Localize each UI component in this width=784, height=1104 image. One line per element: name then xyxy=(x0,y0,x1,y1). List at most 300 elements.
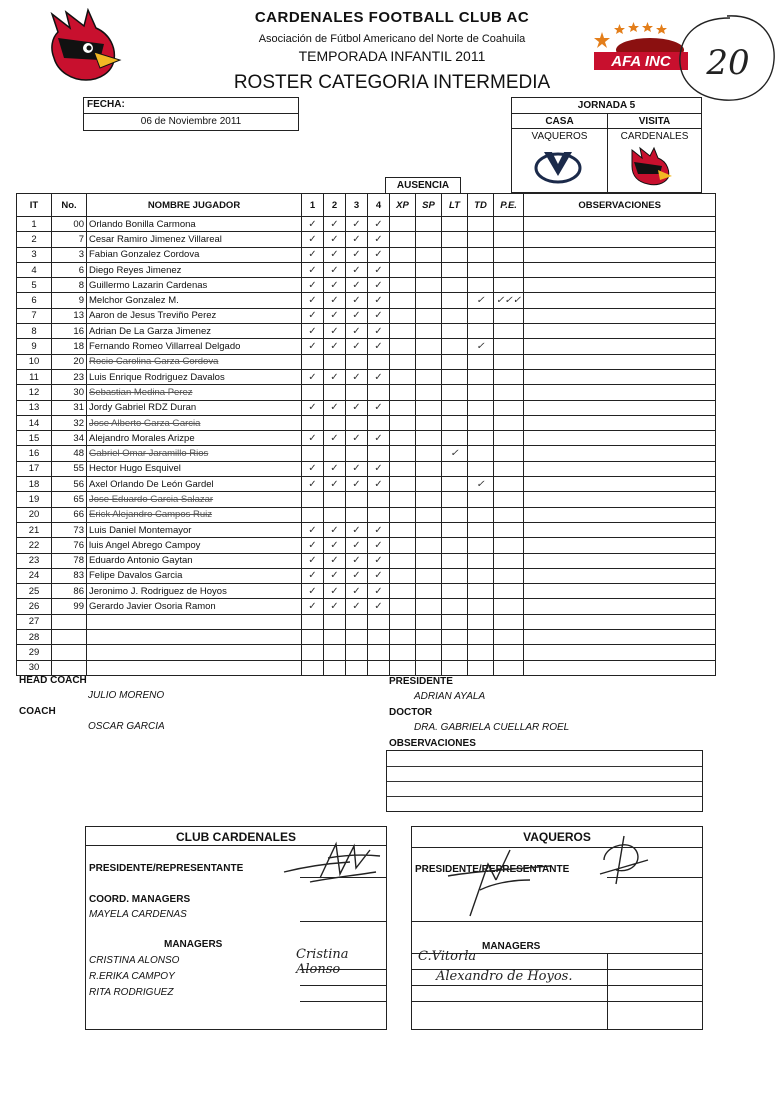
row-number: 22 xyxy=(17,538,52,553)
lt-cell xyxy=(442,477,468,492)
sp-cell xyxy=(416,385,442,400)
quarter-2-check: ✓ xyxy=(324,232,346,247)
jersey-number: 9 xyxy=(52,293,87,308)
quarter-1-check: ✓ xyxy=(302,538,324,553)
head-coach-name: JULIO MORENO xyxy=(88,690,165,701)
xp-cell xyxy=(390,293,416,308)
presidente-name: ADRIAN AYALA xyxy=(414,691,486,702)
player-name: Jordy Gabriel RDZ Duran xyxy=(87,400,302,415)
td-cell xyxy=(468,630,494,645)
quarter-1-check: ✓ xyxy=(302,461,324,476)
lt-cell xyxy=(442,507,468,522)
jersey-number: 8 xyxy=(52,278,87,293)
td-cell xyxy=(468,217,494,232)
pe-cell xyxy=(494,385,524,400)
td-cell xyxy=(468,660,494,675)
row-number: 13 xyxy=(17,400,52,415)
jersey-number: 65 xyxy=(52,492,87,507)
column-header-q1: 1 xyxy=(302,194,324,217)
quarter-3-check xyxy=(346,645,368,660)
observaciones-box xyxy=(386,750,703,812)
afa-logo-text: AFA INC xyxy=(611,53,671,70)
observaciones-cell xyxy=(524,308,716,323)
observaciones-cell xyxy=(524,369,716,384)
quarter-3-check: ✓ xyxy=(346,400,368,415)
vaqueros-manager-signature-1: C.Vitorla xyxy=(418,949,477,964)
player-name: Orlando Bonilla Carmona xyxy=(87,217,302,232)
table-row xyxy=(17,431,716,446)
pe-cell xyxy=(494,400,524,415)
sp-cell xyxy=(416,262,442,277)
sp-cell xyxy=(416,477,442,492)
sp-cell xyxy=(416,232,442,247)
td-cell xyxy=(468,522,494,537)
quarter-3-check xyxy=(346,385,368,400)
td-cell xyxy=(468,461,494,476)
sp-cell xyxy=(416,492,442,507)
quarter-4-check xyxy=(368,660,390,675)
quarter-3-check: ✓ xyxy=(346,217,368,232)
quarter-4-check: ✓ xyxy=(368,538,390,553)
jersey-number xyxy=(52,614,87,629)
quarter-2-check: ✓ xyxy=(324,293,346,308)
jersey-number: 78 xyxy=(52,553,87,568)
casa-team: VAQUEROS xyxy=(531,131,588,142)
player-name: Jose Eduardo Garcia Salazar xyxy=(87,492,302,507)
observaciones-label: OBSERVACIONES xyxy=(389,738,476,749)
sp-cell xyxy=(416,461,442,476)
player-name: Rocio Carolina Garza Cordova xyxy=(87,354,302,369)
coord-managers-name: MAYELA CARDENAS xyxy=(89,909,187,920)
quarter-3-check: ✓ xyxy=(346,278,368,293)
row-number: 23 xyxy=(17,553,52,568)
td-cell xyxy=(468,645,494,660)
td-cell xyxy=(468,507,494,522)
observaciones-cell xyxy=(524,538,716,553)
vaqueros-secondary-signature xyxy=(594,830,654,888)
sp-cell xyxy=(416,354,442,369)
row-number: 6 xyxy=(17,293,52,308)
pe-cell xyxy=(494,645,524,660)
sp-cell xyxy=(416,599,442,614)
fecha-box xyxy=(83,97,299,131)
cardenales-president-signature xyxy=(280,838,390,886)
row-number: 24 xyxy=(17,568,52,583)
observaciones-cell xyxy=(524,262,716,277)
quarter-3-check xyxy=(346,507,368,522)
quarter-4-check: ✓ xyxy=(368,278,390,293)
quarter-2-check: ✓ xyxy=(324,324,346,339)
lt-cell xyxy=(442,568,468,583)
td-cell xyxy=(468,431,494,446)
casa-label: CASA xyxy=(545,116,574,127)
jersey-number: 86 xyxy=(52,584,87,599)
lt-cell xyxy=(442,354,468,369)
quarter-1-check xyxy=(302,614,324,629)
observaciones-cell xyxy=(524,446,716,461)
roster-table xyxy=(16,193,716,676)
quarter-1-check: ✓ xyxy=(302,599,324,614)
observaciones-cell xyxy=(524,293,716,308)
roster-title: ROSTER CATEGORIA INTERMEDIA xyxy=(233,72,551,93)
quarter-2-check xyxy=(324,660,346,675)
lt-cell xyxy=(442,217,468,232)
quarter-4-check xyxy=(368,630,390,645)
xp-cell xyxy=(390,507,416,522)
sp-cell xyxy=(416,553,442,568)
lt-cell xyxy=(442,553,468,568)
quarter-4-check xyxy=(368,415,390,430)
jersey-number: 7 xyxy=(52,232,87,247)
lt-cell xyxy=(442,522,468,537)
player-name xyxy=(87,660,302,675)
jersey-number: 34 xyxy=(52,431,87,446)
lt-cell xyxy=(442,538,468,553)
quarter-1-check: ✓ xyxy=(302,339,324,354)
xp-cell xyxy=(390,645,416,660)
quarter-2-check: ✓ xyxy=(324,553,346,568)
row-number: 17 xyxy=(17,461,52,476)
row-number: 16 xyxy=(17,446,52,461)
quarter-4-check: ✓ xyxy=(368,553,390,568)
pe-cell xyxy=(494,369,524,384)
sp-cell xyxy=(416,415,442,430)
club-title: CARDENALES FOOTBALL CLUB AC xyxy=(254,9,530,26)
quarter-2-check: ✓ xyxy=(324,461,346,476)
table-row xyxy=(17,247,716,262)
column-header-lt: LT xyxy=(442,194,468,217)
row-number: 26 xyxy=(17,599,52,614)
quarter-2-check: ✓ xyxy=(324,538,346,553)
pe-cell xyxy=(494,354,524,369)
jersey-number xyxy=(52,630,87,645)
quarter-2-check: ✓ xyxy=(324,584,346,599)
observaciones-cell xyxy=(524,614,716,629)
lt-cell xyxy=(442,584,468,599)
td-cell xyxy=(468,599,494,614)
jersey-number: 99 xyxy=(52,599,87,614)
player-name: Gerardo Javier Osoria Ramon xyxy=(87,599,302,614)
xp-cell xyxy=(390,630,416,645)
row-number: 18 xyxy=(17,477,52,492)
quarter-1-check: ✓ xyxy=(302,293,324,308)
pe-cell xyxy=(494,630,524,645)
xp-cell xyxy=(390,385,416,400)
observaciones-cell xyxy=(524,354,716,369)
jersey-number: 16 xyxy=(52,324,87,339)
quarter-4-check: ✓ xyxy=(368,400,390,415)
table-row xyxy=(17,645,716,660)
vaqueros-managers-label: MANAGERS xyxy=(482,941,541,952)
player-name: Aaron de Jesus Treviño Perez xyxy=(87,308,302,323)
xp-cell xyxy=(390,339,416,354)
table-row xyxy=(17,630,716,645)
lt-cell xyxy=(442,278,468,293)
quarter-3-check: ✓ xyxy=(346,553,368,568)
sp-cell xyxy=(416,507,442,522)
table-row xyxy=(17,324,716,339)
quarter-4-check: ✓ xyxy=(368,324,390,339)
jersey-number: 30 xyxy=(52,385,87,400)
xp-cell xyxy=(390,461,416,476)
row-number: 27 xyxy=(17,614,52,629)
ausencia-header xyxy=(385,177,461,194)
row-number: 9 xyxy=(17,339,52,354)
player-name: Axel Orlando De León Gardel xyxy=(87,477,302,492)
quarter-3-check: ✓ xyxy=(346,599,368,614)
table-row xyxy=(17,660,716,675)
cardenales-manager-3: RITA RODRIGUEZ xyxy=(89,987,174,998)
coord-managers-label: COORD. MANAGERS xyxy=(89,894,191,905)
row-number: 21 xyxy=(17,522,52,537)
quarter-4-check: ✓ xyxy=(368,431,390,446)
jersey-number: 13 xyxy=(52,308,87,323)
jersey-number: 55 xyxy=(52,461,87,476)
row-number: 12 xyxy=(17,385,52,400)
observaciones-cell xyxy=(524,645,716,660)
table-row xyxy=(17,477,716,492)
observaciones-cell xyxy=(524,415,716,430)
table-row xyxy=(17,492,716,507)
quarter-2-check: ✓ xyxy=(324,369,346,384)
xp-cell xyxy=(390,660,416,675)
head-coach-label: HEAD COACH xyxy=(19,675,87,686)
table-row xyxy=(17,568,716,583)
quarter-4-check xyxy=(368,645,390,660)
td-cell xyxy=(468,385,494,400)
pe-cell xyxy=(494,599,524,614)
sp-cell xyxy=(416,324,442,339)
xp-cell xyxy=(390,278,416,293)
pe-cell xyxy=(494,278,524,293)
xp-cell xyxy=(390,247,416,262)
player-name: Eduardo Antonio Gaytan xyxy=(87,553,302,568)
row-number: 30 xyxy=(17,660,52,675)
cardenales-managers-label: MANAGERS xyxy=(164,939,223,950)
td-cell xyxy=(468,232,494,247)
pe-cell xyxy=(494,553,524,568)
sp-cell xyxy=(416,308,442,323)
quarter-3-check: ✓ xyxy=(346,584,368,599)
column-header-xp: XP xyxy=(390,194,416,217)
quarter-2-check: ✓ xyxy=(324,308,346,323)
quarter-1-check xyxy=(302,645,324,660)
sp-cell xyxy=(416,217,442,232)
observaciones-cell xyxy=(524,247,716,262)
jornada-label: JORNADA 5 xyxy=(577,100,636,111)
row-number: 10 xyxy=(17,354,52,369)
quarter-4-check xyxy=(368,354,390,369)
table-row xyxy=(17,415,716,430)
quarter-1-check xyxy=(302,415,324,430)
td-cell xyxy=(468,584,494,599)
quarter-3-check: ✓ xyxy=(346,324,368,339)
quarter-2-check xyxy=(324,507,346,522)
td-cell xyxy=(468,308,494,323)
td-cell: ✓ xyxy=(468,477,494,492)
observaciones-cell xyxy=(524,232,716,247)
fecha-label: FECHA: xyxy=(87,99,125,110)
td-cell xyxy=(468,354,494,369)
td-cell xyxy=(468,568,494,583)
observaciones-cell xyxy=(524,584,716,599)
quarter-1-check: ✓ xyxy=(302,477,324,492)
player-name: Alejandro Morales Arizpe xyxy=(87,431,302,446)
quarter-3-check: ✓ xyxy=(346,568,368,583)
jersey-number: 00 xyxy=(52,217,87,232)
quarter-2-check: ✓ xyxy=(324,522,346,537)
quarter-2-check xyxy=(324,492,346,507)
player-name: Diego Reyes Jimenez xyxy=(87,262,302,277)
lt-cell xyxy=(442,385,468,400)
player-name: luis Angel Abrego Campoy xyxy=(87,538,302,553)
observaciones-cell xyxy=(524,339,716,354)
jersey-number: 48 xyxy=(52,446,87,461)
td-cell xyxy=(468,553,494,568)
visita-team: CARDENALES xyxy=(620,131,689,142)
quarter-1-check: ✓ xyxy=(302,553,324,568)
lt-cell xyxy=(442,308,468,323)
quarter-3-check xyxy=(346,630,368,645)
lt-cell xyxy=(442,415,468,430)
sp-cell xyxy=(416,660,442,675)
quarter-4-check: ✓ xyxy=(368,369,390,384)
player-name: Felipe Davalos Garcia xyxy=(87,568,302,583)
jersey-number: 18 xyxy=(52,339,87,354)
quarter-2-check xyxy=(324,354,346,369)
quarter-1-check: ✓ xyxy=(302,217,324,232)
quarter-2-check xyxy=(324,415,346,430)
quarter-3-check: ✓ xyxy=(346,522,368,537)
quarter-2-check xyxy=(324,614,346,629)
quarter-1-check xyxy=(302,630,324,645)
quarter-3-check: ✓ xyxy=(346,247,368,262)
quarter-3-check: ✓ xyxy=(346,461,368,476)
quarter-3-check: ✓ xyxy=(346,308,368,323)
table-row xyxy=(17,278,716,293)
jersey-number xyxy=(52,660,87,675)
player-name: Fernando Romeo Villarreal Delgado xyxy=(87,339,302,354)
table-row xyxy=(17,308,716,323)
vaqueros-logo xyxy=(532,146,584,186)
xp-cell xyxy=(390,400,416,415)
column-header-q3: 3 xyxy=(346,194,368,217)
xp-cell xyxy=(390,324,416,339)
quarter-4-check: ✓ xyxy=(368,262,390,277)
observaciones-cell xyxy=(524,324,716,339)
quarter-2-check: ✓ xyxy=(324,400,346,415)
table-row xyxy=(17,538,716,553)
pe-cell xyxy=(494,568,524,583)
quarter-3-check: ✓ xyxy=(346,293,368,308)
column-header-pe: P.E. xyxy=(494,194,524,217)
pe-cell xyxy=(494,660,524,675)
player-name: Guillermo Lazarin Cardenas xyxy=(87,278,302,293)
row-number: 11 xyxy=(17,369,52,384)
table-row xyxy=(17,599,716,614)
player-name: Melchor Gonzalez M. xyxy=(87,293,302,308)
player-name: Hector Hugo Esquivel xyxy=(87,461,302,476)
jornada-box xyxy=(511,97,702,193)
quarter-2-check: ✓ xyxy=(324,217,346,232)
xp-cell xyxy=(390,522,416,537)
xp-cell xyxy=(390,446,416,461)
presidente-label: PRESIDENTE xyxy=(389,676,453,687)
quarter-3-check xyxy=(346,492,368,507)
td-cell xyxy=(468,278,494,293)
td-cell xyxy=(468,446,494,461)
table-row xyxy=(17,354,716,369)
column-header-it: IT xyxy=(17,194,52,217)
quarter-2-check xyxy=(324,446,346,461)
quarter-3-check xyxy=(346,446,368,461)
player-name: Cesar Ramiro Jimenez Villareal xyxy=(87,232,302,247)
fecha-value: 06 de Noviembre 2011 xyxy=(140,116,242,127)
observaciones-cell xyxy=(524,660,716,675)
quarter-1-check: ✓ xyxy=(302,308,324,323)
td-cell: ✓ xyxy=(468,293,494,308)
td-cell xyxy=(468,538,494,553)
table-row xyxy=(17,446,716,461)
jersey-number: 83 xyxy=(52,568,87,583)
td-cell xyxy=(468,492,494,507)
jersey-number: 3 xyxy=(52,247,87,262)
quarter-4-check: ✓ xyxy=(368,232,390,247)
td-cell: ✓ xyxy=(468,339,494,354)
td-cell xyxy=(468,614,494,629)
table-row xyxy=(17,339,716,354)
jersey-number: 23 xyxy=(52,369,87,384)
observaciones-cell xyxy=(524,492,716,507)
quarter-2-check: ✓ xyxy=(324,431,346,446)
row-number: 2 xyxy=(17,232,52,247)
pe-cell xyxy=(494,415,524,430)
quarter-4-check: ✓ xyxy=(368,477,390,492)
vaqueros-manager-signature-2: Alexandro de Hoyos. xyxy=(436,969,573,984)
column-header-sp: SP xyxy=(416,194,442,217)
table-row xyxy=(17,262,716,277)
cardenales-manager-2: R.ERIKA CAMPOY xyxy=(89,971,175,982)
jersey-number: 31 xyxy=(52,400,87,415)
xp-cell xyxy=(390,538,416,553)
quarter-3-check xyxy=(346,614,368,629)
quarter-3-check xyxy=(346,415,368,430)
xp-cell xyxy=(390,568,416,583)
quarter-2-check: ✓ xyxy=(324,247,346,262)
row-number: 5 xyxy=(17,278,52,293)
xp-cell xyxy=(390,492,416,507)
xp-cell xyxy=(390,369,416,384)
sp-cell xyxy=(416,431,442,446)
lt-cell: ✓ xyxy=(442,446,468,461)
column-header-td: TD xyxy=(468,194,494,217)
pe-cell xyxy=(494,492,524,507)
quarter-3-check xyxy=(346,660,368,675)
table-row xyxy=(17,614,716,629)
row-number: 3 xyxy=(17,247,52,262)
player-name: Jeronimo J. Rodriguez de Hoyos xyxy=(87,584,302,599)
coach-name: OSCAR GARCIA xyxy=(88,721,165,732)
xp-cell xyxy=(390,477,416,492)
lt-cell xyxy=(442,614,468,629)
quarter-1-check xyxy=(302,660,324,675)
cardenales-presidente-label: PRESIDENTE/REPRESENTANTE xyxy=(89,863,244,874)
quarter-2-check: ✓ xyxy=(324,278,346,293)
column-header-no: No. xyxy=(52,194,87,217)
jersey-number: 20 xyxy=(52,354,87,369)
player-name xyxy=(87,645,302,660)
jersey-number: 32 xyxy=(52,415,87,430)
